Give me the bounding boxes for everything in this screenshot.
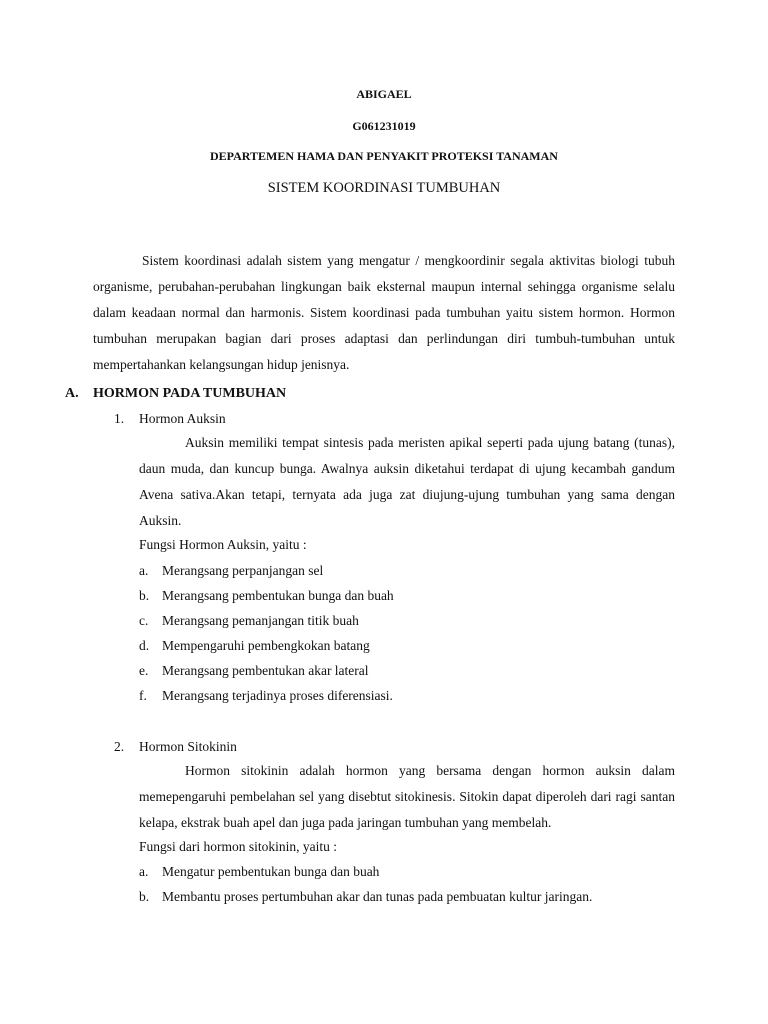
list-marker: e. bbox=[139, 663, 149, 678]
list-item-text: Membantu proses pertumbuhan akar dan tunas pada pembuatan kultur jaringan. bbox=[162, 889, 593, 904]
subsection-marker: 1. bbox=[114, 411, 125, 426]
list-marker: f. bbox=[139, 688, 147, 703]
list-item-text: Merangsang pembentukan bunga dan buah bbox=[162, 588, 394, 603]
list-item bbox=[139, 611, 394, 636]
author-name: ABIGAEL bbox=[356, 87, 412, 101]
list-item bbox=[139, 686, 394, 711]
sitokinin-functions-intro: Fungsi dari hormon sitokinin, yaitu : bbox=[139, 839, 337, 854]
list-marker: d. bbox=[139, 638, 150, 653]
document-title: SISTEM KOORDINASI TUMBUHAN bbox=[267, 180, 501, 196]
list-item bbox=[139, 887, 592, 912]
list-item bbox=[139, 661, 394, 686]
list-item bbox=[139, 561, 394, 586]
subsection-marker: 2. bbox=[114, 739, 125, 754]
intro-paragraph: Sistem koordinasi adalah sistem yang mengatur / mengkoordinir segala aktivitas biologi tubuh organisme, perubahan-perubahan lingkungan baik eksternal maupun internal sehingga organisme selalu dalam keadaan normal dan harmonis. Sistem koordinasi pada tumbuhan yaitu sistem hormon. Hormon tumbuhan merupakan bagian dari proses adaptasi dan perlindungan diri tumbuh-tumbuhan untuk mempertahankan kelangsungan hidup jenisnya. bbox=[93, 253, 675, 372]
subsection-title: Hormon Sitokinin bbox=[139, 739, 237, 754]
section-heading bbox=[65, 384, 286, 404]
sitokinin-function-list bbox=[139, 862, 592, 912]
auksin-paragraph: Auksin memiliki tempat sintesis pada meristen apikal seperti pada ujung batang (tunas), daun muda, dan kuncup bunga. Awalnya auksin diketahui terdapat di ujung kecambah gandum Avena sativa.Akan tetapi, ternyata ada juga zat diujung-ujung tumbuhan yang sama dengan Auksin. bbox=[139, 435, 675, 528]
subsection-heading-sitokinin bbox=[114, 737, 237, 757]
list-marker: a. bbox=[139, 864, 149, 879]
list-item-text: Merangsang pemanjangan titik buah bbox=[162, 613, 359, 628]
section-marker: A. bbox=[65, 386, 79, 401]
list-item-text: Merangsang pembentukan akar lateral bbox=[162, 663, 369, 678]
auksin-function-list bbox=[139, 561, 394, 711]
student-id: G061231019 bbox=[352, 119, 416, 133]
list-marker: a. bbox=[139, 563, 149, 578]
sitokinin-paragraph: Hormon sitokinin adalah hormon yang bersama dengan hormon auksin dalam memepengaruhi pembelahan sel yang disebtut sitokinesis. Sitokin dapat diperoleh dari ragi santan kelapa, ekstrak buah apel dan juga pada jaringan tumbuhan yang membelah. bbox=[139, 763, 675, 830]
list-item bbox=[139, 636, 394, 661]
section-heading-text: HORMON PADA TUMBUHAN bbox=[93, 386, 287, 401]
auksin-functions-intro: Fungsi Hormon Auksin, yaitu : bbox=[139, 537, 307, 552]
department-name: DEPARTEMEN HAMA DAN PENYAKIT PROTEKSI TANAMAN bbox=[210, 149, 558, 163]
subsection-title: Hormon Auksin bbox=[139, 411, 226, 426]
list-item-text: Merangsang terjadinya proses diferensiasi. bbox=[162, 688, 393, 703]
list-item bbox=[139, 862, 592, 887]
subsection-heading-auksin bbox=[114, 409, 226, 429]
list-item-text: Mengatur pembentukan bunga dan buah bbox=[162, 864, 380, 879]
list-item-text: Mempengaruhi pembengkokan batang bbox=[162, 638, 370, 653]
list-marker: b. bbox=[139, 588, 150, 603]
list-marker: c. bbox=[139, 613, 149, 628]
list-marker: b. bbox=[139, 889, 150, 904]
list-item bbox=[139, 586, 394, 611]
list-item-text: Merangsang perpanjangan sel bbox=[162, 563, 324, 578]
